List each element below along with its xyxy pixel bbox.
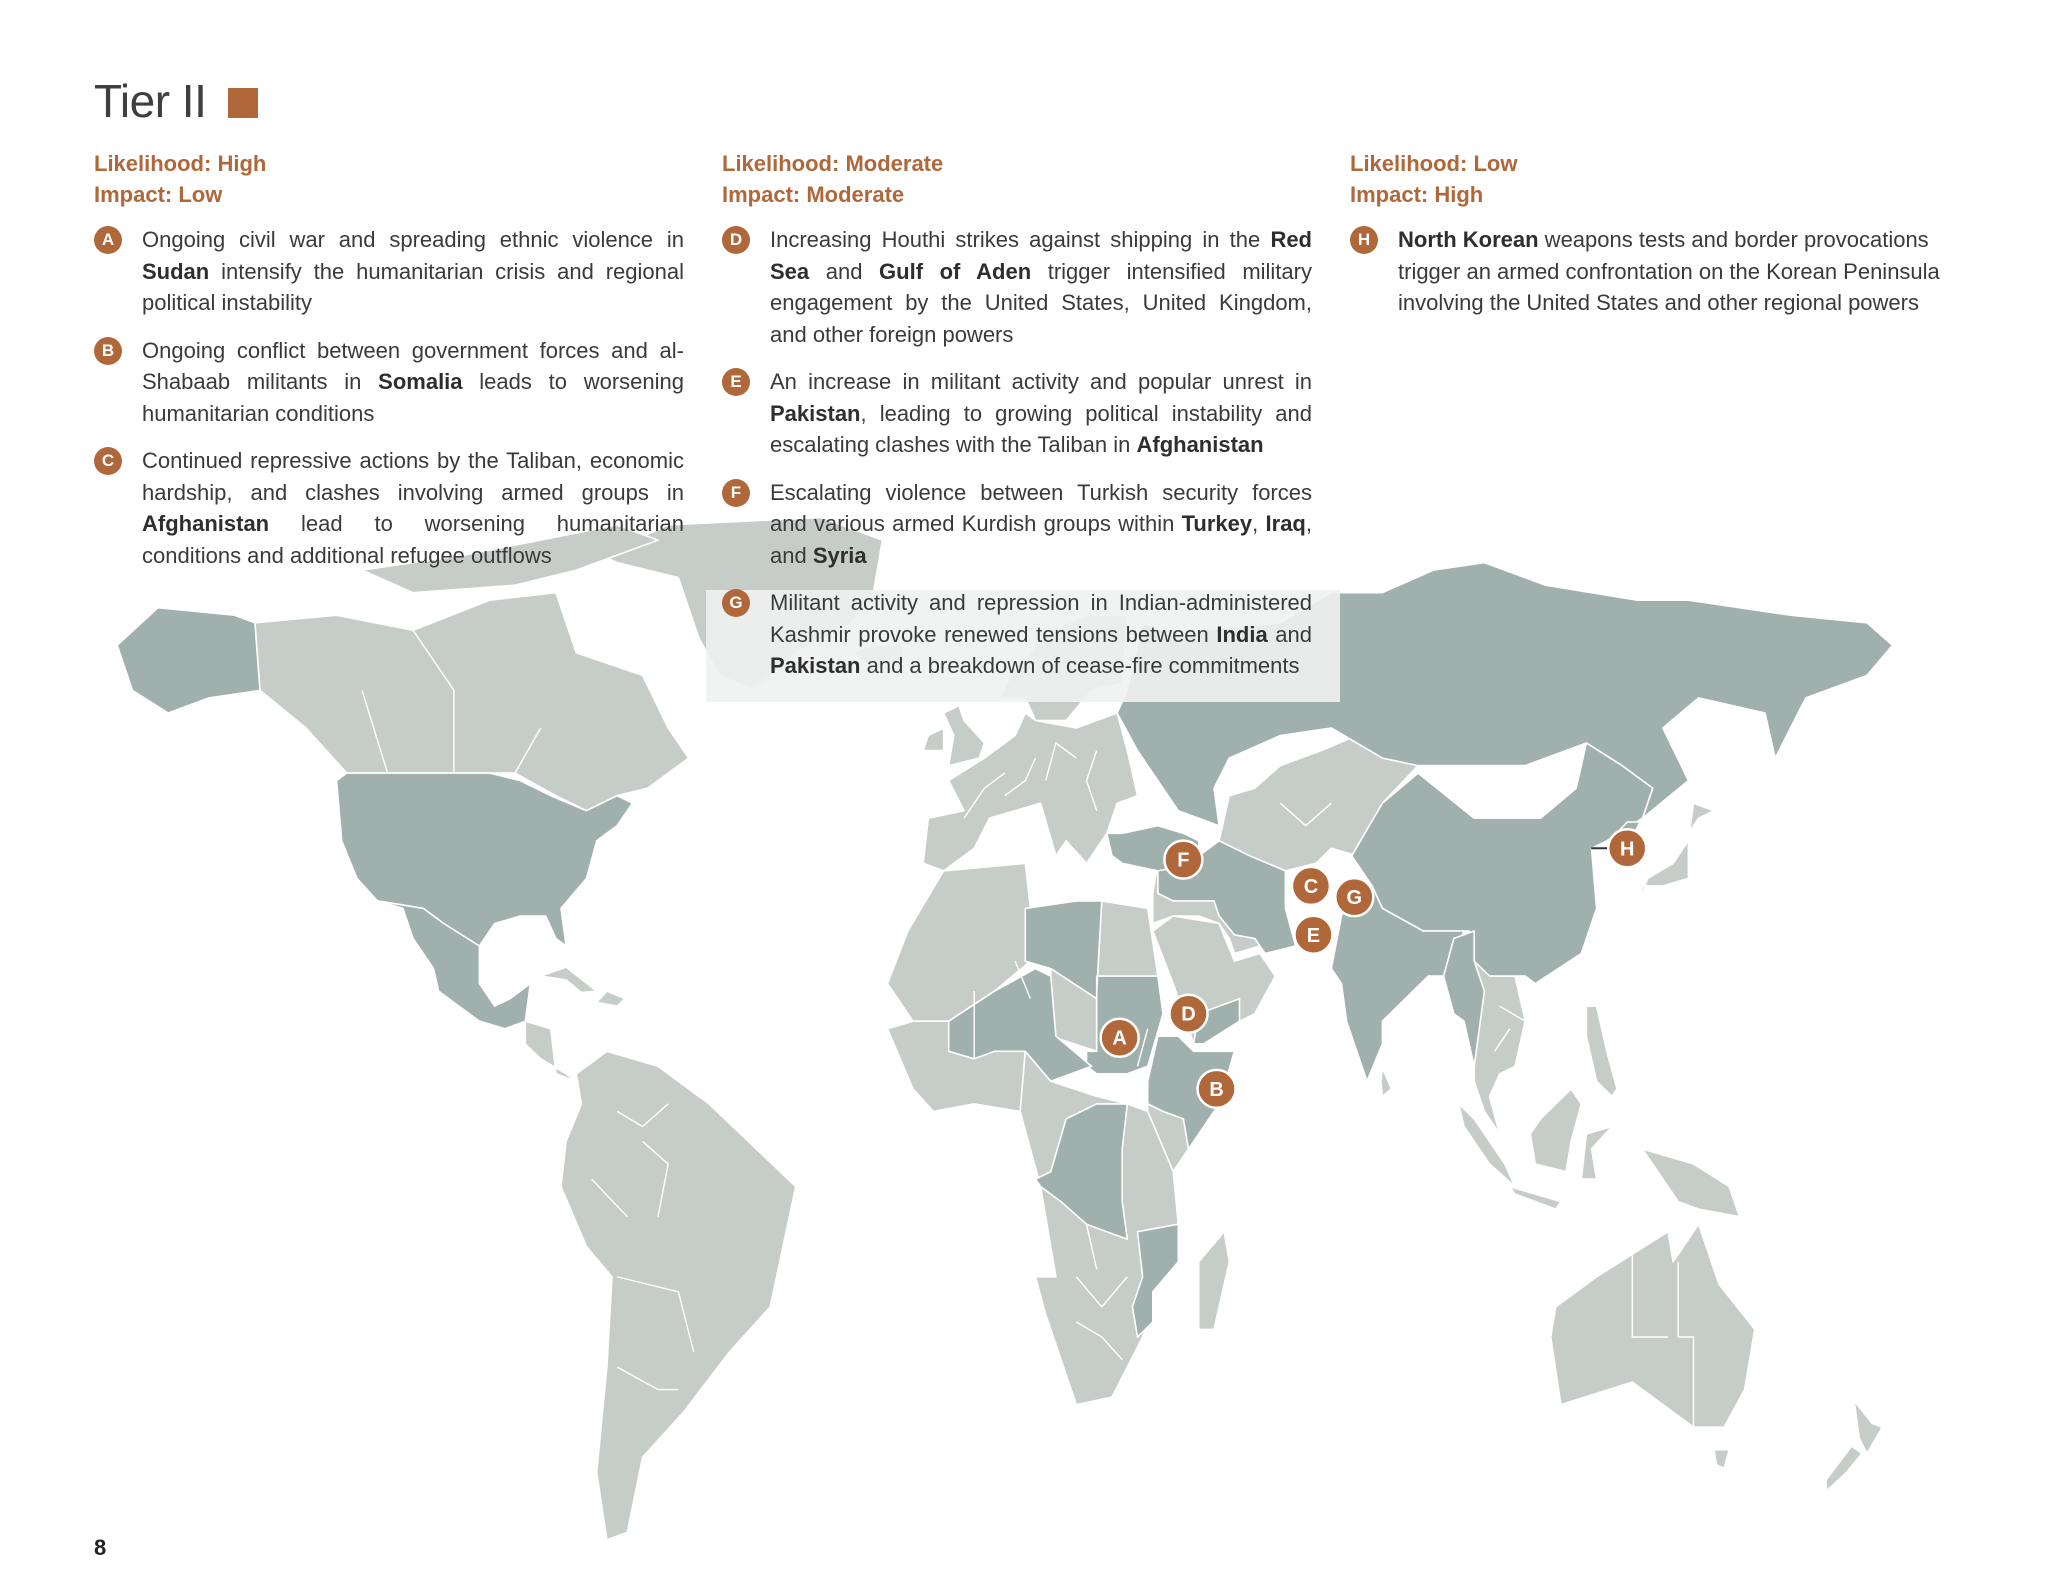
impact-label: Impact: Low (94, 182, 223, 207)
marker-letter: H (1619, 838, 1635, 861)
marker-letter: A (1112, 1027, 1127, 1050)
place-name: Afghanistan (142, 511, 270, 536)
marker-letter: B (1209, 1078, 1224, 1101)
place-name: North Korean (1398, 227, 1539, 252)
column-high-likelihood (94, 148, 684, 587)
map-marker-f (1164, 841, 1202, 879)
title-row (94, 75, 258, 127)
risk-item-text (770, 477, 1312, 572)
land-papua (1643, 1149, 1740, 1217)
marker-letter: E (1306, 924, 1321, 947)
map-marker-a (1101, 1019, 1139, 1057)
risk-item-g (722, 587, 1312, 682)
letter-badge: G (722, 589, 750, 617)
land-tasmania (1714, 1450, 1729, 1469)
land-central-america-south (525, 1021, 576, 1081)
likelihood-label: Likelihood: Low (1350, 151, 1518, 176)
letter-badge: A (94, 226, 122, 254)
map-marker-d (1169, 995, 1207, 1033)
risk-item-h (1350, 224, 1940, 319)
place-name: Somalia (378, 369, 463, 394)
risk-item-d (722, 224, 1312, 350)
land-hispaniola (597, 991, 625, 1006)
text-run: Ongoing civil war and spreading ethnic violence in (142, 227, 684, 252)
text-run: Continued repressive actions by the Taliban, economic hardship, and clashes involving armed groups in (142, 448, 684, 505)
map-marker-g (1335, 878, 1373, 916)
place-name: Gulf of Aden (879, 258, 1032, 284)
land-uk (944, 706, 985, 766)
letter-badge: H (1350, 226, 1378, 254)
letter-badge: B (94, 337, 122, 365)
land-south-america (561, 1051, 796, 1540)
risk-item-text (142, 445, 684, 571)
place-name: Iraq (1265, 511, 1306, 536)
risk-item-list (722, 224, 1312, 682)
text-run: and (809, 258, 880, 284)
risk-item-e (722, 366, 1312, 461)
text-run: Ongoing conflict between government forces and al-Shabaab militants in (142, 337, 684, 394)
text-run: lead to worsening humanitarian conditions and additional refugee outflows (142, 511, 684, 568)
impact-label: Impact: Moderate (722, 182, 905, 207)
land-sulawesi (1581, 1127, 1612, 1180)
risk-item-text (142, 335, 684, 430)
risk-item-text (1398, 224, 1940, 319)
text-run: , (1252, 511, 1266, 536)
column-low-likelihood (1350, 148, 1940, 335)
letter-badge: D (722, 226, 750, 254)
text-run: Increasing Houthi strikes against shipping in the (770, 227, 1271, 252)
text-run: An increase in militant activity and popular unrest in (770, 369, 1312, 394)
risk-item-f (722, 477, 1312, 572)
land-philippines (1586, 1006, 1617, 1096)
land-madagascar (1199, 1232, 1230, 1330)
land-new-zealand-n (1854, 1401, 1882, 1454)
risk-item-a (94, 224, 684, 319)
land-cuba (541, 967, 597, 993)
text-run: trigger intensified military engagement by the United States, United Kingdom, and other foreign powers (770, 258, 1312, 347)
text-run: and (1267, 621, 1312, 647)
land-sri-lanka (1381, 1068, 1392, 1097)
place-name: Syria (812, 542, 867, 568)
place-name: Red Sea (770, 227, 1312, 284)
page-title: Tier II (94, 75, 207, 127)
risk-item-text (770, 224, 1312, 350)
impact-label: Impact: High (1350, 182, 1484, 207)
text-run: , leading to growing political instability and escalating clashes with the Taliban in (770, 400, 1312, 457)
place-name: Sudan (142, 258, 210, 284)
place-name: Pakistan (770, 400, 861, 426)
land-indonesia-java (1510, 1187, 1561, 1210)
land-australia (1551, 1224, 1755, 1427)
land-borneo (1530, 1089, 1581, 1172)
place-name: India (1216, 621, 1268, 647)
likelihood-label: Likelihood: High (94, 151, 267, 176)
place-name: Pakistan (770, 653, 861, 678)
risk-item-b (94, 335, 684, 430)
land-ireland (923, 728, 943, 751)
risk-item-c (94, 445, 684, 571)
place-name: Turkey (1181, 511, 1253, 536)
text-run: intensify the humanitarian crisis and regional political instability (142, 258, 684, 315)
text-run: weapons tests and border provocations trigger an armed confrontation on the Korean Peninsula involving the United States and other regional powers (1398, 227, 1940, 315)
text-run: Militant activity and repression in Indian-administered Kashmir provoke renewed tensions between (770, 590, 1312, 647)
letter-badge: E (722, 368, 750, 396)
risk-item-text (142, 224, 684, 319)
letter-badge: F (722, 479, 750, 507)
marker-letter: F (1177, 849, 1190, 872)
risk-item-list (94, 224, 684, 571)
title-accent-square (228, 88, 258, 118)
map-marker-b (1198, 1070, 1236, 1108)
marker-letter: D (1181, 1003, 1196, 1026)
risk-item-list (1350, 224, 1940, 319)
risk-item-text (770, 587, 1312, 682)
land-japan (1637, 803, 1714, 908)
marker-letter: C (1303, 875, 1319, 898)
likelihood-label: Likelihood: Moderate (722, 151, 944, 176)
page-number: 8 (94, 1535, 107, 1560)
text-run: , and (770, 511, 1312, 568)
text-run: leads to worsening humanitarian conditions (142, 369, 685, 426)
risk-item-text (770, 366, 1312, 461)
map-marker-c (1292, 867, 1330, 905)
letter-badge: C (94, 447, 122, 475)
marker-letter: G (1346, 887, 1363, 910)
land-alaska (117, 608, 260, 713)
land-new-zealand-s (1826, 1446, 1862, 1491)
column-moderate-likelihood (722, 148, 1312, 698)
text-run: and a breakdown of cease-fire commitments (860, 653, 1300, 678)
place-name: Afghanistan (1136, 432, 1264, 457)
text-run: Escalating violence between Turkish security forces and various armed Kurdish groups within (770, 479, 1312, 536)
map-marker-e (1294, 916, 1332, 954)
